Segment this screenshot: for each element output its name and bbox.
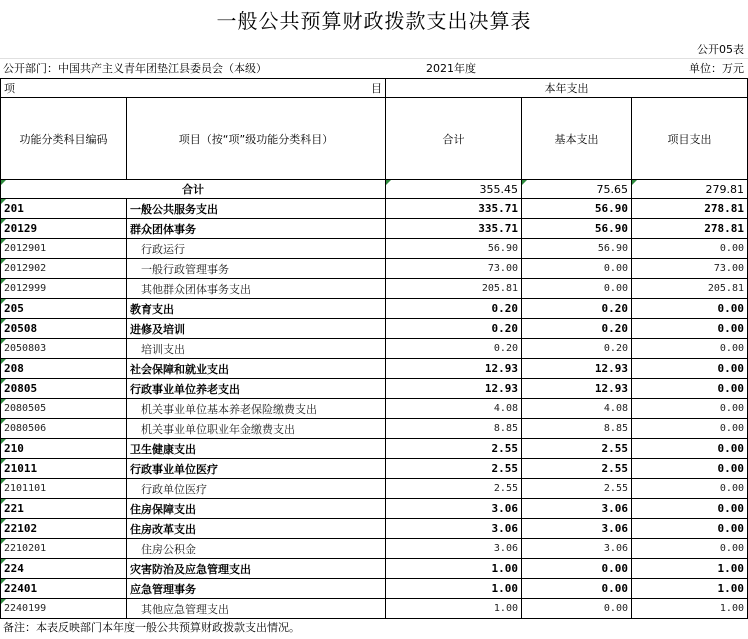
row-name-cell: 行政事业单位养老支出 xyxy=(127,379,386,399)
row-code-cell: 21011 xyxy=(1,459,127,479)
row-name-cell: 机关事业单位基本养老保险缴费支出 xyxy=(127,399,386,419)
table-row xyxy=(1,239,748,259)
row-code-cell: 201 xyxy=(1,199,127,219)
row-code-cell: 22102 xyxy=(1,519,127,539)
table-row xyxy=(1,479,748,499)
row-basic-cell: 3.06 xyxy=(522,519,632,539)
row-basic-cell: 0.00 xyxy=(522,579,632,599)
row-project-cell: 1.00 xyxy=(632,579,748,599)
total-row-project: 279.81 xyxy=(632,180,748,199)
row-code-cell: 210 xyxy=(1,439,127,459)
row-basic-cell: 0.20 xyxy=(522,299,632,319)
table-row xyxy=(1,279,748,299)
row-basic-cell: 12.93 xyxy=(522,359,632,379)
row-project-cell: 0.00 xyxy=(632,319,748,339)
row-basic-cell: 2.55 xyxy=(522,439,632,459)
row-total-cell: 0.20 xyxy=(386,339,522,359)
row-code-cell: 2240199 xyxy=(1,599,127,619)
department-label: 公开部门：中国共产主义青年团垫江县委员会（本级） xyxy=(3,62,267,75)
row-project-cell: 0.00 xyxy=(632,519,748,539)
row-total-cell: 3.06 xyxy=(386,539,522,559)
row-project-cell: 0.00 xyxy=(632,379,748,399)
row-project-cell: 0.00 xyxy=(632,419,748,439)
row-name-cell: 一般公共服务支出 xyxy=(127,199,386,219)
row-name-cell: 培训支出 xyxy=(127,339,386,359)
row-total-cell: 2.55 xyxy=(386,439,522,459)
year-label: 2021年度 xyxy=(426,62,476,75)
row-code-cell: 22401 xyxy=(1,579,127,599)
row-basic-cell: 0.00 xyxy=(522,559,632,579)
code-header: 功能分类科目编码 xyxy=(1,98,127,180)
row-basic-cell: 0.00 xyxy=(522,259,632,279)
row-project-cell: 205.81 xyxy=(632,279,748,299)
row-code-cell: 2080506 xyxy=(1,419,127,439)
row-code-cell: 2210201 xyxy=(1,539,127,559)
row-basic-cell: 56.90 xyxy=(522,239,632,259)
row-project-cell: 0.00 xyxy=(632,359,748,379)
row-project-cell: 0.00 xyxy=(632,439,748,459)
row-total-cell: 73.00 xyxy=(386,259,522,279)
row-basic-cell: 56.90 xyxy=(522,219,632,239)
table-row xyxy=(1,399,748,419)
row-project-cell: 0.00 xyxy=(632,539,748,559)
row-code-cell: 2080505 xyxy=(1,399,127,419)
header-row-1 xyxy=(1,79,748,98)
table-row xyxy=(1,379,748,399)
row-basic-cell: 12.93 xyxy=(522,379,632,399)
row-project-cell: 0.00 xyxy=(632,459,748,479)
row-project-cell: 278.81 xyxy=(632,219,748,239)
total-header: 合计 xyxy=(386,98,522,180)
table-row xyxy=(1,539,748,559)
row-name-cell: 行政单位医疗 xyxy=(127,479,386,499)
row-total-cell: 1.00 xyxy=(386,579,522,599)
row-total-cell: 56.90 xyxy=(386,239,522,259)
table-row xyxy=(1,559,748,579)
table-row xyxy=(1,259,748,279)
row-name-cell: 行政事业单位医疗 xyxy=(127,459,386,479)
table-row xyxy=(1,199,748,219)
row-basic-cell: 56.90 xyxy=(522,199,632,219)
table-row xyxy=(1,299,748,319)
row-code-cell: 20129 xyxy=(1,219,127,239)
total-row-total: 355.45 xyxy=(386,180,522,199)
current-year-header: 本年支出 xyxy=(386,79,748,98)
item-header-cell xyxy=(1,79,386,98)
row-basic-cell: 3.06 xyxy=(522,539,632,559)
row-name-cell: 其他群众团体事务支出 xyxy=(127,279,386,299)
row-total-cell: 3.06 xyxy=(386,519,522,539)
row-project-cell: 0.00 xyxy=(632,499,748,519)
total-row xyxy=(1,180,748,199)
row-basic-cell: 0.00 xyxy=(522,279,632,299)
row-code-cell: 2101101 xyxy=(1,479,127,499)
row-total-cell: 0.20 xyxy=(386,319,522,339)
row-project-cell: 0.00 xyxy=(632,299,748,319)
table-row xyxy=(1,339,748,359)
table-row xyxy=(1,319,748,339)
row-name-cell: 住房保障支出 xyxy=(127,499,386,519)
row-total-cell: 4.08 xyxy=(386,399,522,419)
row-project-cell: 0.00 xyxy=(632,399,748,419)
row-code-cell: 208 xyxy=(1,359,127,379)
row-basic-cell: 0.00 xyxy=(522,599,632,619)
table-row xyxy=(1,579,748,599)
row-code-cell: 20508 xyxy=(1,319,127,339)
unit-label: 单位：万元 xyxy=(689,62,744,75)
row-basic-cell: 0.20 xyxy=(522,319,632,339)
row-name-cell: 进修及培训 xyxy=(127,319,386,339)
row-name-cell: 教育支出 xyxy=(127,299,386,319)
form-code: 公开05表 xyxy=(0,40,748,59)
row-code-cell: 224 xyxy=(1,559,127,579)
row-code-cell: 221 xyxy=(1,499,127,519)
row-name-cell: 群众团体事务 xyxy=(127,219,386,239)
row-name-cell: 一般行政管理事务 xyxy=(127,259,386,279)
table-row xyxy=(1,439,748,459)
row-name-cell: 住房公积金 xyxy=(127,539,386,559)
row-project-cell: 0.00 xyxy=(632,339,748,359)
row-total-cell: 2.55 xyxy=(386,479,522,499)
meta-row xyxy=(0,59,748,78)
row-total-cell: 8.85 xyxy=(386,419,522,439)
row-name-cell: 行政运行 xyxy=(127,239,386,259)
row-name-cell: 灾害防治及应急管理支出 xyxy=(127,559,386,579)
row-project-cell: 0.00 xyxy=(632,239,748,259)
row-project-cell: 1.00 xyxy=(632,599,748,619)
table-row xyxy=(1,599,748,619)
name-header: 项目（按“项”级功能分类科目） xyxy=(127,98,386,180)
project-header: 项目支出 xyxy=(632,98,748,180)
table-row xyxy=(1,459,748,479)
row-project-cell: 1.00 xyxy=(632,559,748,579)
row-name-cell: 住房改革支出 xyxy=(127,519,386,539)
total-row-label: 合计 xyxy=(1,180,386,199)
row-basic-cell: 0.20 xyxy=(522,339,632,359)
table-row xyxy=(1,499,748,519)
table-row xyxy=(1,519,748,539)
report-title: 一般公共预算财政拨款支出决算表 xyxy=(216,9,532,33)
row-total-cell: 1.00 xyxy=(386,559,522,579)
row-basic-cell: 2.55 xyxy=(522,479,632,499)
row-total-cell: 335.71 xyxy=(386,219,522,239)
row-code-cell: 2012902 xyxy=(1,259,127,279)
row-project-cell: 73.00 xyxy=(632,259,748,279)
row-total-cell: 335.71 xyxy=(386,199,522,219)
basic-header: 基本支出 xyxy=(522,98,632,180)
row-name-cell: 社会保障和就业支出 xyxy=(127,359,386,379)
row-basic-cell: 4.08 xyxy=(522,399,632,419)
table-row xyxy=(1,359,748,379)
row-project-cell: 0.00 xyxy=(632,479,748,499)
item-header-right: 目 xyxy=(371,82,382,95)
row-total-cell: 12.93 xyxy=(386,379,522,399)
row-name-cell: 机关事业单位职业年金缴费支出 xyxy=(127,419,386,439)
row-total-cell: 0.20 xyxy=(386,299,522,319)
row-basic-cell: 8.85 xyxy=(522,419,632,439)
table-row xyxy=(1,419,748,439)
expenditure-table xyxy=(0,78,748,619)
row-name-cell: 其他应急管理支出 xyxy=(127,599,386,619)
row-name-cell: 卫生健康支出 xyxy=(127,439,386,459)
row-code-cell: 205 xyxy=(1,299,127,319)
row-code-cell: 2012999 xyxy=(1,279,127,299)
total-row-basic: 75.65 xyxy=(522,180,632,199)
row-total-cell: 205.81 xyxy=(386,279,522,299)
table-row xyxy=(1,219,748,239)
header-row-2 xyxy=(1,98,748,180)
row-code-cell: 2050803 xyxy=(1,339,127,359)
row-project-cell: 278.81 xyxy=(632,199,748,219)
footnote: 备注：本表反映部门本年度一般公共预算财政拨款支出情况。 xyxy=(3,621,300,634)
row-basic-cell: 3.06 xyxy=(522,499,632,519)
item-header-left: 项 xyxy=(4,82,15,95)
row-name-cell: 应急管理事务 xyxy=(127,579,386,599)
row-total-cell: 3.06 xyxy=(386,499,522,519)
row-code-cell: 20805 xyxy=(1,379,127,399)
row-code-cell: 2012901 xyxy=(1,239,127,259)
row-total-cell: 1.00 xyxy=(386,599,522,619)
row-total-cell: 2.55 xyxy=(386,459,522,479)
row-total-cell: 12.93 xyxy=(386,359,522,379)
row-basic-cell: 2.55 xyxy=(522,459,632,479)
